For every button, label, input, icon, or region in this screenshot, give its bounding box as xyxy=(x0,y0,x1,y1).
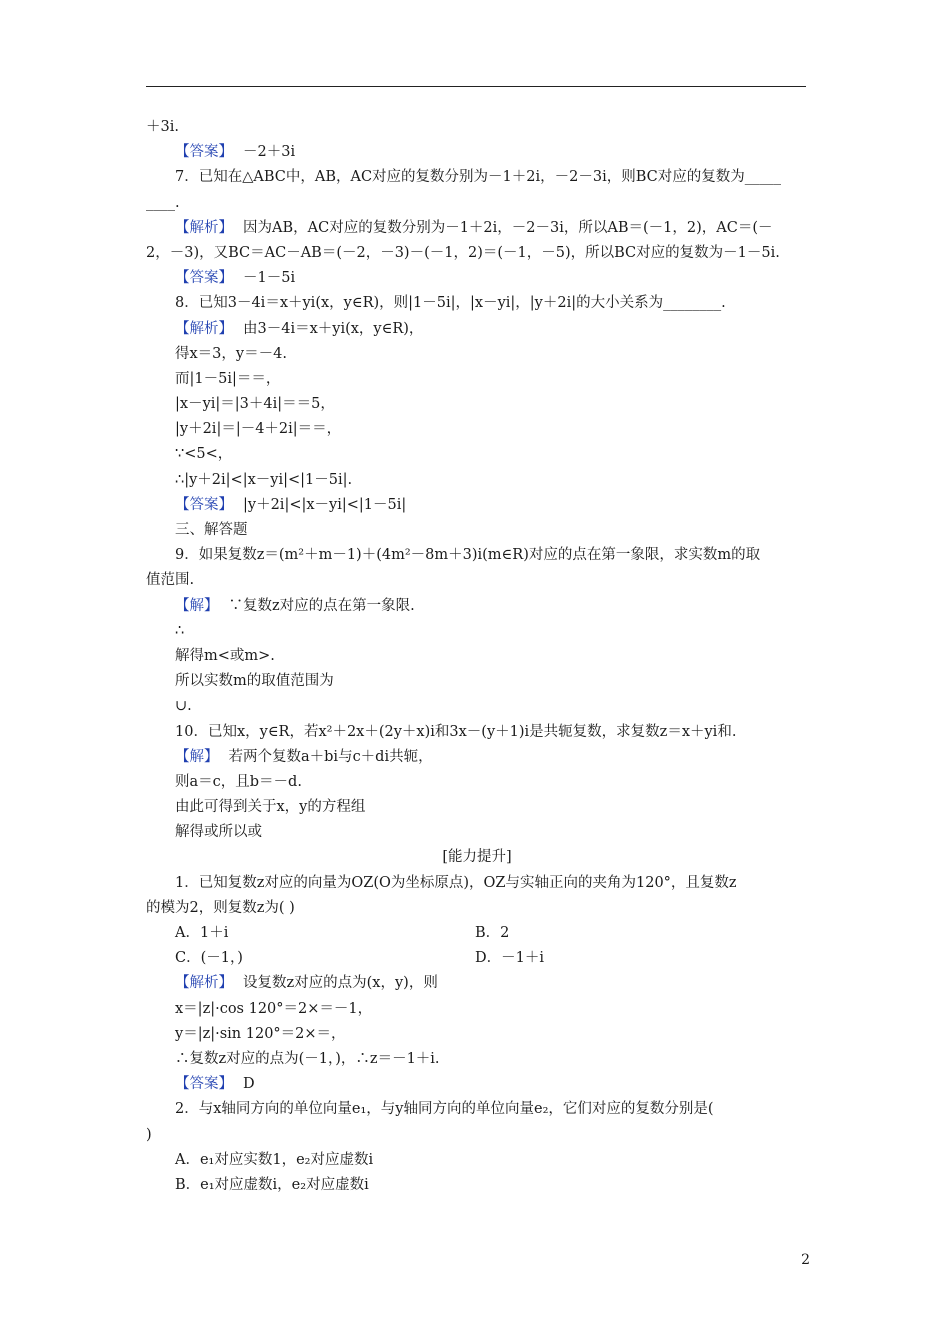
line-text: 值范围. xyxy=(146,572,195,589)
line-text: 由此可得到关于x，y的方程组 xyxy=(175,799,366,816)
text-line xyxy=(146,493,808,518)
line-text: x＝|z|·cos 120°＝2×＝－1， xyxy=(175,1000,373,1017)
line-text: 7．已知在△ABC中，AB，AC对应的复数分别为－1＋2i，－2－3i，则BC对应的复数为_____ xyxy=(175,169,782,186)
text-line xyxy=(146,820,808,845)
section-tag: 【解】 xyxy=(175,748,219,765)
text-line xyxy=(146,291,808,316)
line-text: D xyxy=(243,1076,255,1093)
line-text: ∴复数z对应的点为(－1，)，∴z＝－1＋i. xyxy=(175,1050,440,1067)
text-line xyxy=(146,1072,808,1097)
document-body xyxy=(146,115,808,1198)
text-line xyxy=(146,115,808,140)
line-text: 所以实数m的取值范围为 xyxy=(175,673,334,690)
line-text: 则a＝c，且b＝－d. xyxy=(175,773,302,790)
text-line xyxy=(146,845,808,870)
text-line xyxy=(146,1022,808,1047)
text-line xyxy=(146,342,808,367)
text-line xyxy=(146,1047,808,1072)
section-tag: 【解析】 xyxy=(175,219,233,236)
line-text: 得x＝3，y＝－4. xyxy=(175,345,287,362)
line-text: 9．如果复数z＝(m²＋m－1)＋(4m²－8m＋3)i(m∈R)对应的点在第一象限，求实数m的取 xyxy=(175,547,761,564)
text-line xyxy=(146,921,808,946)
text-line xyxy=(146,543,808,568)
line-text: 而|1－5i|＝＝， xyxy=(175,370,281,387)
line-text: A．e₁对应实数1，e₂对应虚数i xyxy=(175,1151,374,1168)
line-text: |x－yi|＝|3＋4i|＝＝5， xyxy=(175,396,335,413)
text-line xyxy=(146,417,808,442)
header-rule xyxy=(146,86,806,87)
text-line xyxy=(146,619,808,644)
text-line xyxy=(146,896,808,921)
line-text: ∴ xyxy=(175,622,185,639)
line-text: B．e₁对应虚数i，e₂对应虚数i xyxy=(175,1176,369,1193)
line-text: ∵<5<， xyxy=(175,446,233,463)
choice-option: B．2 xyxy=(475,925,510,941)
text-line xyxy=(146,694,808,719)
choice-option: C．(－1，) xyxy=(175,950,243,967)
line-text: 1．已知复数z对应的向量为OZ(O为坐标原点)，OZ与实轴正向的夹角为120°，且复数z xyxy=(175,874,737,891)
section-tag: 【答案】 xyxy=(175,1076,233,1093)
text-line xyxy=(146,745,808,770)
text-line xyxy=(146,367,808,392)
text-line xyxy=(146,165,808,190)
text-line xyxy=(146,1173,808,1198)
line-text: |y＋2i|＝|－4＋2i|＝＝， xyxy=(175,421,342,438)
line-text: －2＋3i xyxy=(243,144,296,161)
text-line xyxy=(146,669,808,694)
line-text: 设复数z对应的点为(x，y)，则 xyxy=(243,975,438,992)
line-text: [能力提升] xyxy=(442,849,512,866)
choice-option: D．－1＋i xyxy=(475,950,544,967)
section-tag: 【答案】 xyxy=(175,496,233,513)
text-line xyxy=(146,997,808,1022)
section-tag: 【答案】 xyxy=(175,144,233,161)
line-text: 的模为2，则复数z为( ) xyxy=(146,899,295,916)
text-line xyxy=(146,518,808,543)
text-line xyxy=(146,442,808,467)
line-text: 8．已知3－4i＝x＋yi(x，y∈R)，则|1－5i|，|x－yi|，|y＋2i|的大小关系为________. xyxy=(175,295,726,312)
text-line xyxy=(146,1097,808,1122)
section-tag: 【答案】 xyxy=(175,270,233,287)
line-text: 2．与x轴同方向的单位向量e₁，与y轴同方向的单位向量e₂，它们对应的复数分别是( xyxy=(175,1101,714,1118)
line-text: ∴|y＋2i|<|x－yi|<|1－5i|. xyxy=(175,471,353,488)
text-line xyxy=(146,795,808,820)
text-line xyxy=(146,594,808,619)
text-line xyxy=(146,266,808,291)
choice-option: A．1＋i xyxy=(175,925,229,941)
line-text: ∪. xyxy=(175,698,192,715)
text-line xyxy=(146,971,808,996)
section-tag: 【解】 xyxy=(175,597,219,614)
line-text: 因为AB，AC对应的复数分别为－1＋2i，－2－3i，所以AB＝(－1，2)，AC＝(－ xyxy=(243,219,773,236)
line-text: 解得或所以或 xyxy=(175,824,262,841)
line-text: |y＋2i|<|x－yi|<|1－5i| xyxy=(243,496,407,513)
line-text: 由3－4i＝x＋yi(x，y∈R)， xyxy=(243,320,424,337)
line-text: ____. xyxy=(146,194,180,211)
text-line xyxy=(146,770,808,795)
page-number: 2 xyxy=(801,1252,810,1268)
line-text: ∵复数z对应的点在第一象限. xyxy=(228,597,415,614)
line-text: ) xyxy=(146,1126,152,1143)
text-line xyxy=(146,568,808,593)
text-line xyxy=(146,468,808,493)
text-line xyxy=(146,1148,808,1173)
text-line xyxy=(146,1123,808,1148)
line-text: 2，－3)，又BC＝AC－AB＝(－2，－3)－(－1，2)＝(－1，－5)，所以BC对应的复数为－1－5i. xyxy=(146,244,780,261)
text-line xyxy=(146,946,808,971)
text-line xyxy=(146,392,808,417)
section-tag: 【解析】 xyxy=(175,320,233,337)
line-text: －1－5i xyxy=(243,270,296,287)
line-text: y＝|z|·sin 120°＝2×＝， xyxy=(175,1025,346,1042)
text-line xyxy=(146,191,808,216)
text-line xyxy=(146,644,808,669)
line-text: ＋3i. xyxy=(146,119,179,135)
text-line xyxy=(146,241,808,266)
text-line xyxy=(146,216,808,241)
text-line xyxy=(146,720,808,745)
line-text: 解得m<或m>. xyxy=(175,647,275,664)
section-tag: 【解析】 xyxy=(175,975,233,992)
line-text: 10．已知x，y∈R，若x²＋2x＋(2y＋x)i和3x－(y＋1)i是共轭复数，求复数z＝x＋yi和. xyxy=(175,723,737,740)
line-text: 若两个复数a＋bi与c＋di共轭， xyxy=(228,748,433,765)
text-line xyxy=(146,140,808,165)
line-text: 三、解答题 xyxy=(175,522,248,538)
text-line xyxy=(146,317,808,342)
text-line xyxy=(146,871,808,896)
